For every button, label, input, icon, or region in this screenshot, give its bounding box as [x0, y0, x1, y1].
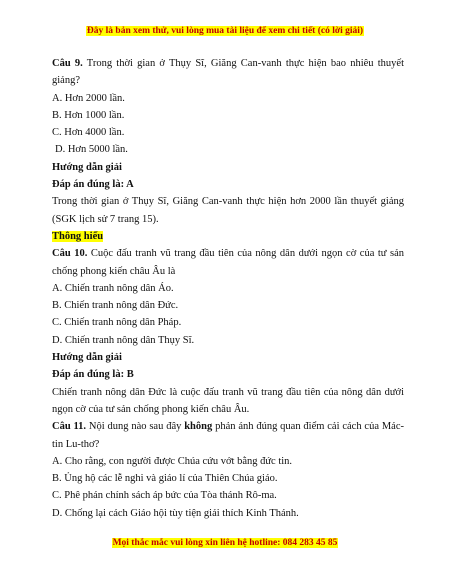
preview-banner — [0, 25, 450, 37]
preview-banner-text: Đây là bản xem thử, vui lòng mua tài liệu để xem chi tiết (có lời giải) — [86, 26, 364, 36]
option-b: B. Chiến tranh nông dân Đức. — [52, 300, 179, 312]
hotline-banner-text: Mọi thắc mắc vui lòng xin liên hệ hotline: 084 283 45 85 — [112, 538, 338, 548]
correct-answer: Đáp án đúng là: B — [52, 369, 134, 381]
option-b: B. Ủng hộ các lễ nghi và giáo lí của Thiên Chúa giáo. — [52, 473, 278, 485]
question-text: Cuộc đấu tranh vũ trang đầu tiên của nông dân dưới ngọn cờ của tư sản chống phong kiến châu Âu là — [52, 248, 404, 277]
solution-heading: Hướng dẫn giải — [52, 352, 122, 364]
question-label: Câu 9. — [52, 58, 83, 69]
option-d: D. Hơn 5000 lần. — [55, 144, 128, 156]
question-text-rest: phản ánh đúng quan điểm cải cách của Mác-tin Lu-thơ? — [52, 421, 404, 450]
explanation: Chiến tranh nông dân Đức là cuộc đấu tranh vũ trang đầu tiên của nông dân dưới ngọn cờ của tư sản chống phong kiến châu Âu. — [52, 386, 404, 415]
question-text: Trong thời gian ở Thụy Sĩ, Giăng Can-vanh thực hiện bao nhiêu thuyết giảng? — [52, 58, 404, 87]
option-a: A. Cho rằng, con người được Chúa cứu vớt bằng đức tin. — [52, 455, 293, 467]
option-c: C. Chiến tranh nông dân Pháp. — [52, 317, 182, 329]
question-11 — [52, 418, 404, 453]
solution-heading: Hướng dẫn giải — [52, 161, 122, 173]
option-d: D. Chiến tranh nông dân Thụy Sĩ. — [52, 334, 195, 346]
option-c: C. Phê phán chính sách áp bức của Tòa thánh Rô-ma. — [52, 490, 277, 502]
question-9 — [52, 55, 404, 90]
document-body — [52, 55, 404, 522]
explanation: Trong thời gian ở Thụy Sĩ, Giăng Can-vanh thực hiện hơn 2000 lần thuyết giảng (SGK lịch sử 7 trang 15). — [52, 196, 404, 225]
option-a: A. Chiến tranh nông dân Áo. — [52, 282, 174, 294]
question-emphasis: không — [184, 421, 213, 433]
option-a: A. Hơn 2000 lần. — [52, 92, 125, 104]
option-c: C. Hơn 4000 lần. — [52, 127, 125, 139]
question-label: Câu 11. — [52, 421, 87, 433]
hotline-banner — [0, 537, 450, 549]
option-d: D. Chống lại cách Giáo hội tùy tiện giải thích Kinh Thánh. — [52, 507, 299, 519]
question-text: Nội dung nào sau đây — [86, 421, 185, 433]
question-label: Câu 10. — [52, 248, 88, 260]
option-b: B. Hơn 1000 lần. — [52, 109, 125, 121]
difficulty-tag: Thông hiểu — [52, 230, 104, 242]
correct-answer: Đáp án đúng là: A — [52, 179, 134, 191]
question-10 — [52, 245, 404, 280]
